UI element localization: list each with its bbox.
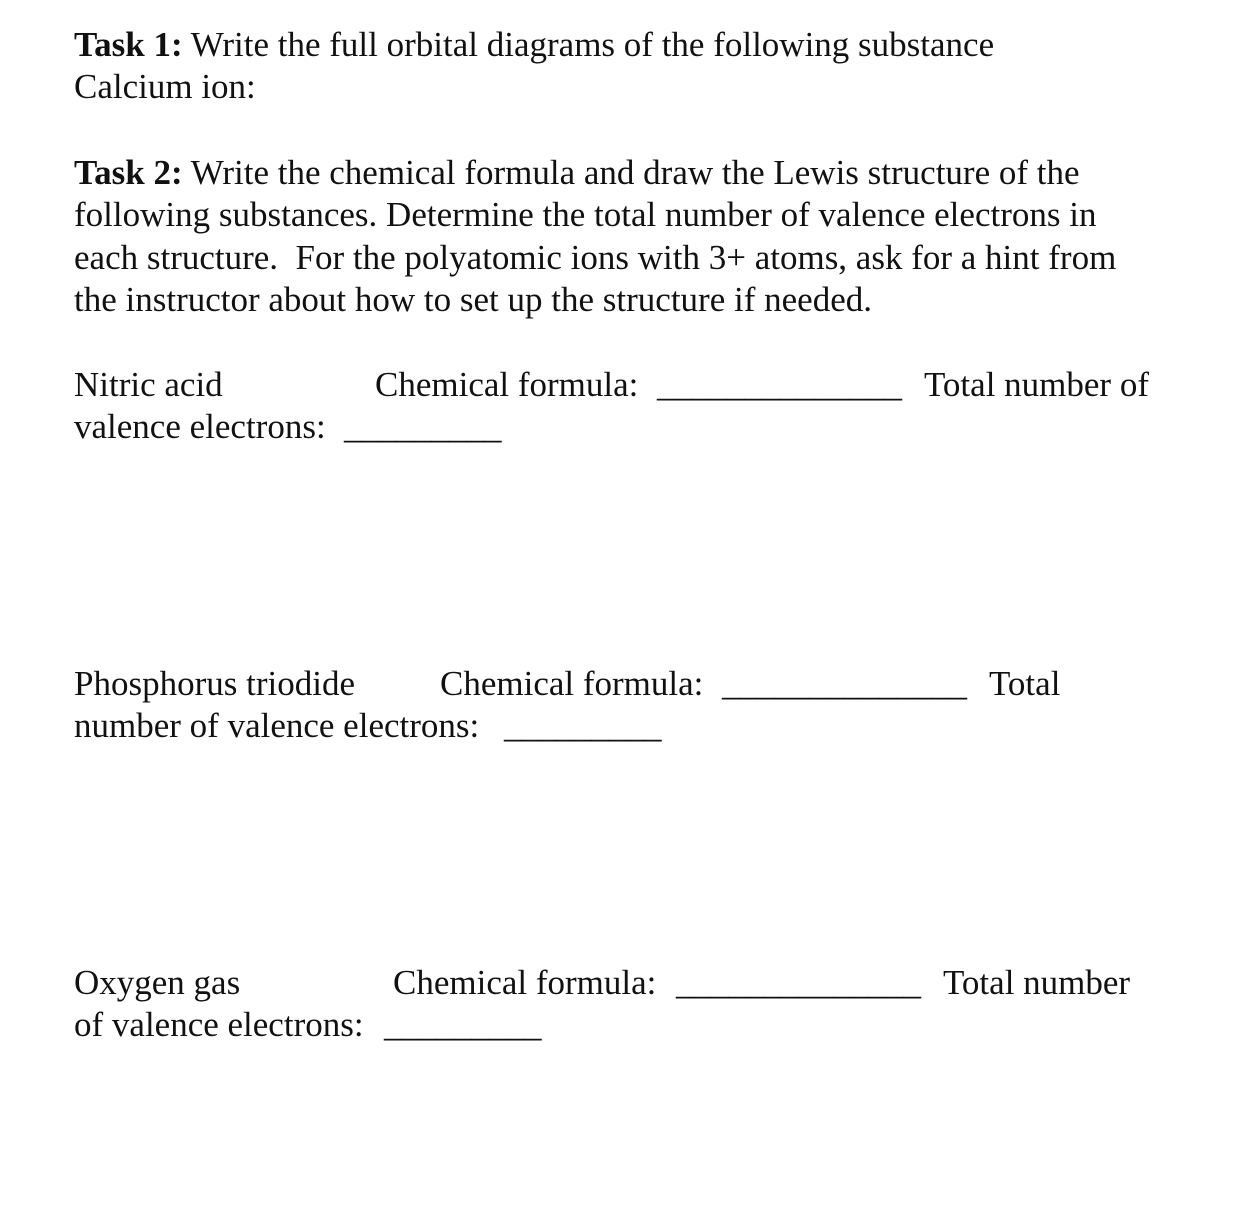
formula-blank[interactable]: ______________ [676, 963, 921, 1002]
formula-blank[interactable]: ______________ [722, 664, 967, 703]
formula-label: Chemical formula: [440, 664, 704, 703]
task1-line [74, 24, 994, 66]
substance-name: Nitric acid [74, 365, 223, 404]
task1-item: Calcium ion: [74, 67, 256, 106]
task1-heading: Task 1: [74, 25, 183, 64]
task1-text: Write the full orbital diagrams of the following substance [182, 25, 995, 64]
formula-label: Chemical formula: [375, 365, 639, 404]
substance-name: Oxygen gas [74, 963, 241, 1002]
total-label: Total number [943, 963, 1131, 1002]
task2-text-1: Write the chemical formula and draw the Lewis structure of the [182, 153, 1080, 192]
total-blank[interactable]: _________ [344, 407, 502, 446]
task2-line-4: the instructor about how to set up the structure if needed. [74, 280, 872, 319]
formula-label: Chemical formula: [393, 963, 657, 1002]
task2-line-1 [74, 152, 1080, 194]
total-label-cont: of valence electrons: [74, 1005, 364, 1044]
total-label-cont: number of valence electrons: [74, 706, 480, 745]
total-label-cont: valence electrons: [74, 407, 326, 446]
total-blank[interactable]: _________ [504, 706, 662, 745]
task2-heading: Task 2: [74, 153, 183, 192]
total-label: Total [989, 664, 1061, 703]
task2-line-3: each structure. For the polyatomic ions with 3+ atoms, ask for a hint from [74, 238, 1117, 277]
task2-line-2: following substances. Determine the total number of valence electrons in [74, 195, 1097, 234]
substance-name: Phosphorus triodide [74, 664, 355, 703]
total-label: Total number of [924, 365, 1149, 404]
formula-blank[interactable]: ______________ [657, 365, 902, 404]
total-blank[interactable]: _________ [384, 1005, 542, 1044]
